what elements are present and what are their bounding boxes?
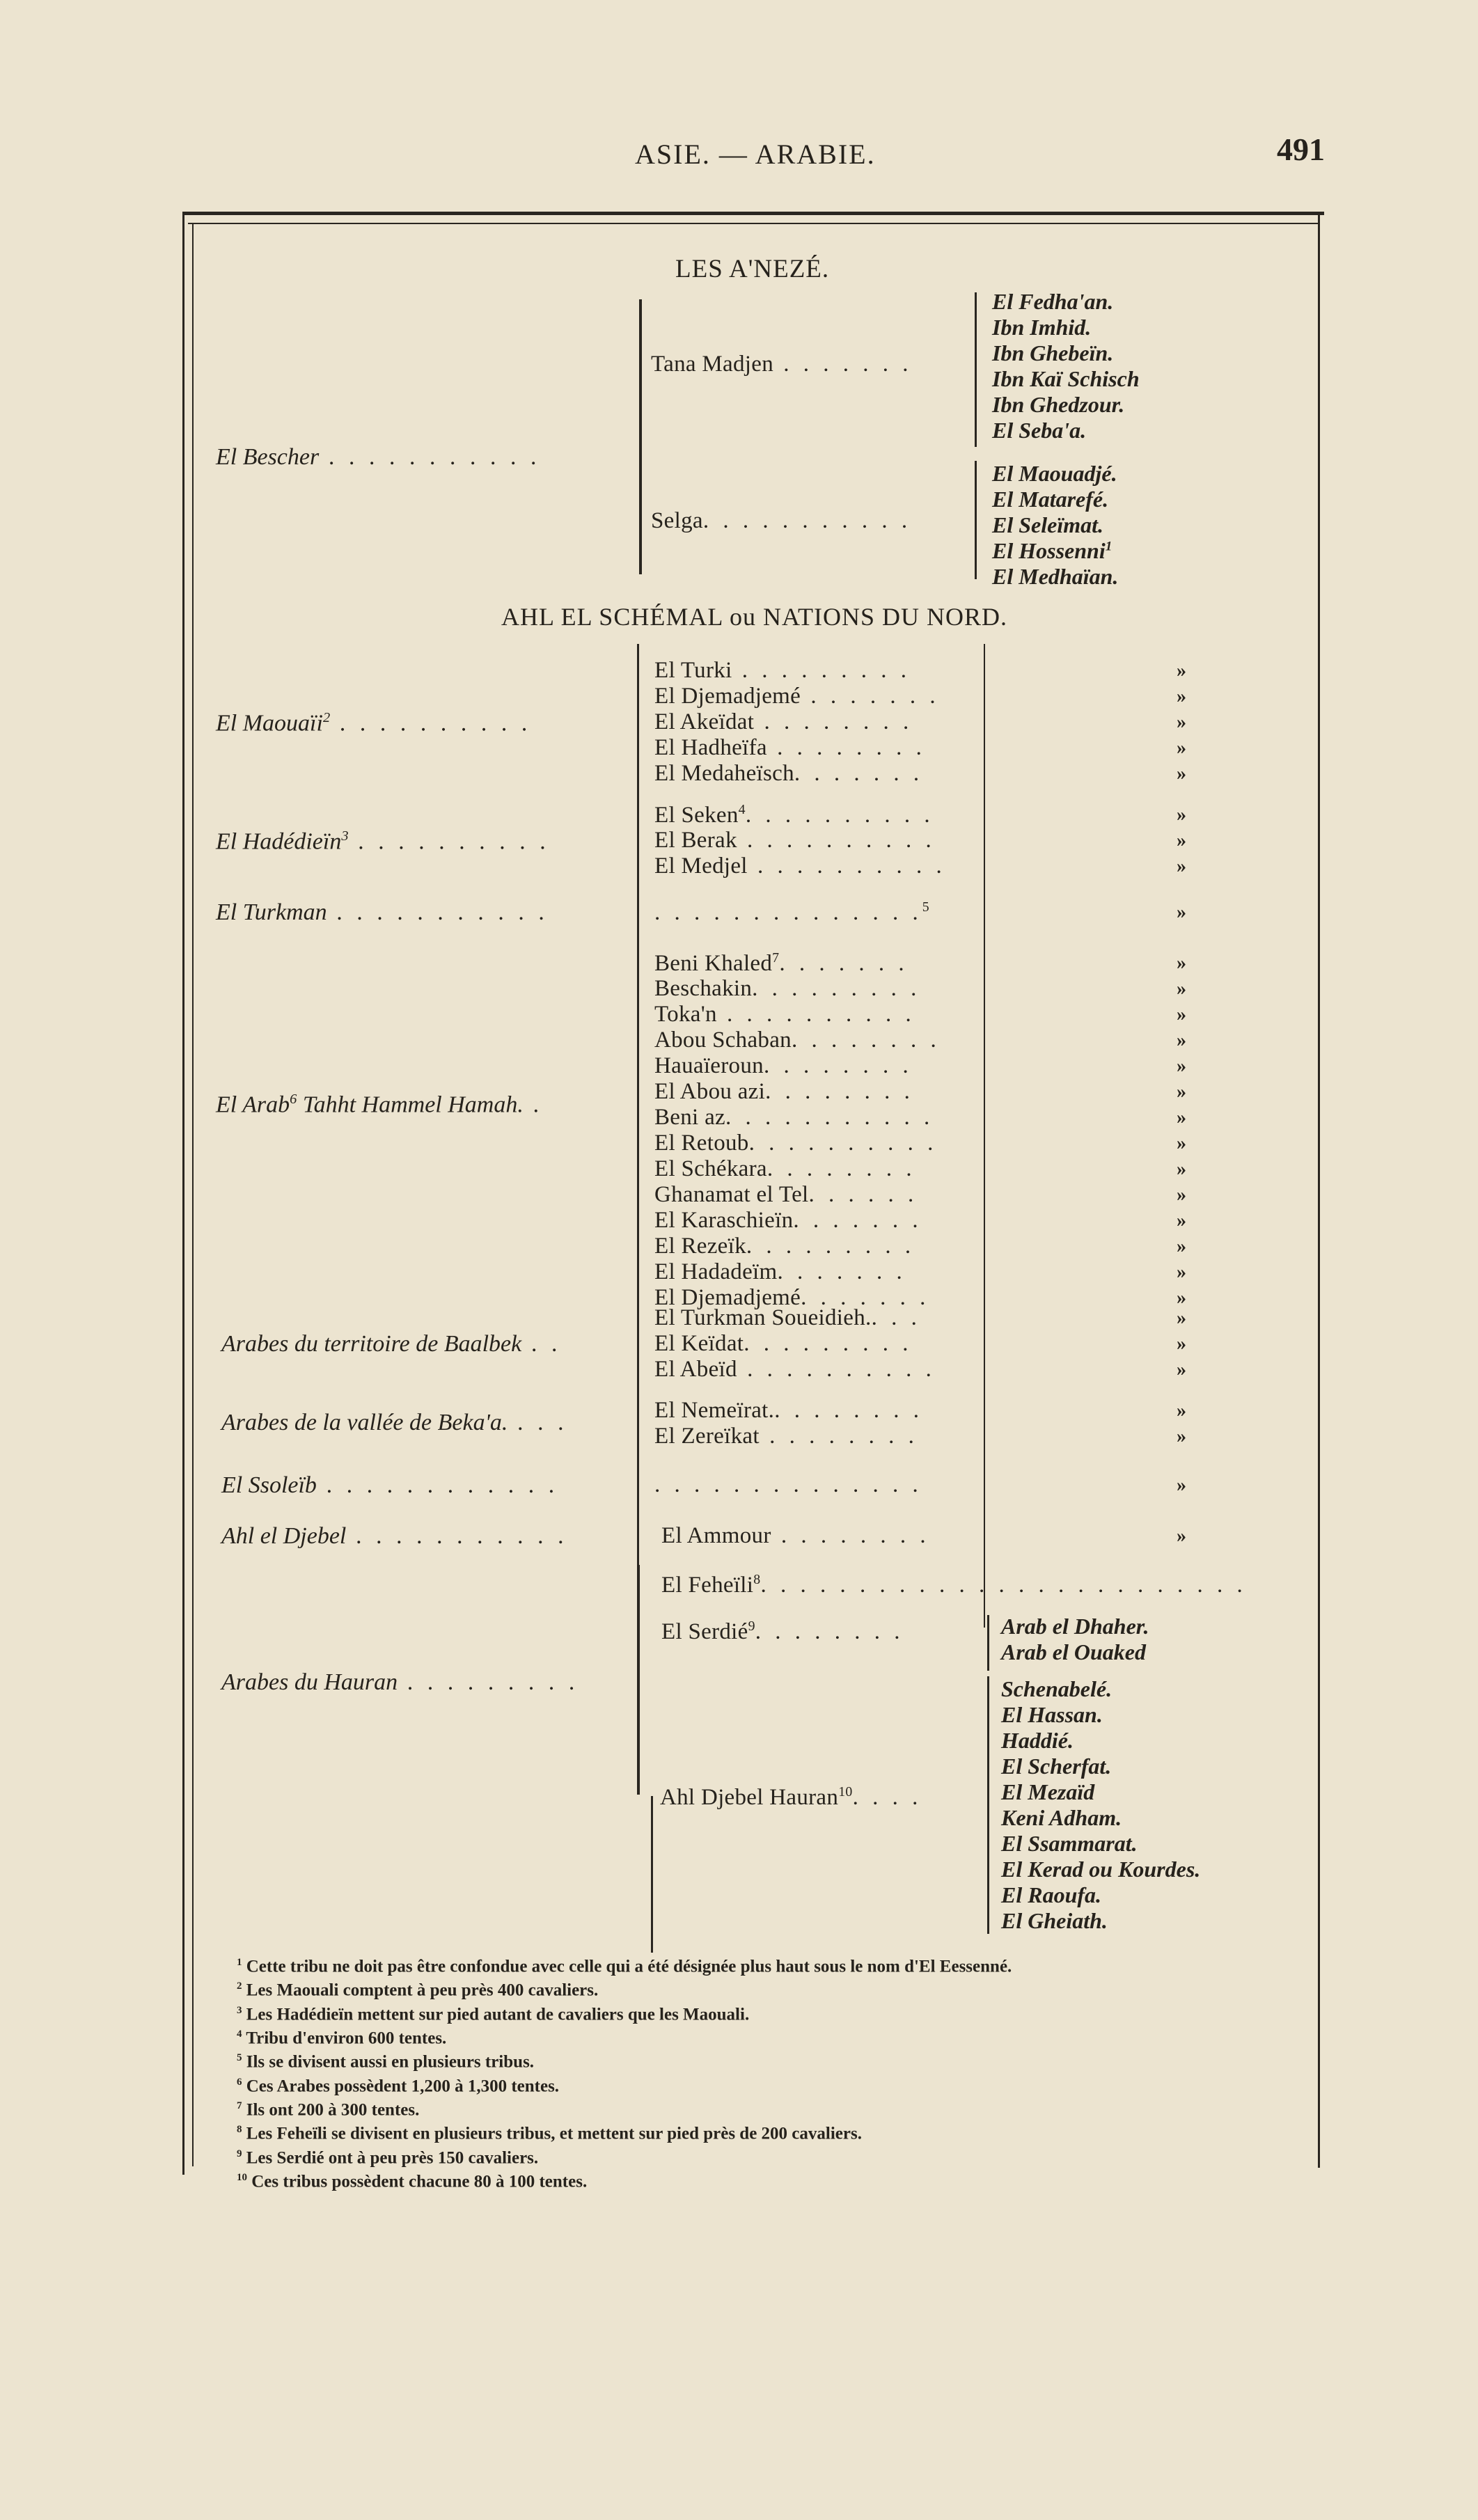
tana-item: Ibn Imhid.: [992, 315, 1092, 340]
tana-item: El Fedha'an.: [992, 289, 1114, 314]
sub-entry: El Djemadjemé . . . . . . .: [654, 684, 940, 709]
row-label: El Turkman . . . . . . . . . . .: [216, 899, 549, 925]
footnote: $^5$ Ils se divisent aussi en plusieurs tribus.: [237, 2052, 535, 2072]
left-rule-inner: [192, 224, 194, 2166]
sub-entry: El Schékara. . . . . . . .: [654, 1156, 916, 1181]
sub-entry: El Abeïd . . . . . . . . . .: [654, 1357, 936, 1382]
serdie-item: Arab el Ouaked: [1001, 1639, 1146, 1664]
mark: »: [1177, 1400, 1186, 1422]
mark: »: [1177, 1287, 1186, 1309]
running-head: ASIE. — ARABIE.: [635, 139, 876, 170]
serdie-brace: [987, 1615, 989, 1671]
selga-brace: [975, 461, 977, 579]
page-number: 491: [1277, 132, 1325, 167]
selga-item: El Hossenni$^1$: [992, 538, 1113, 563]
mark: »: [1177, 804, 1186, 826]
mark: »: [1177, 1307, 1186, 1329]
mark: »: [1177, 1525, 1186, 1547]
mark: »: [1177, 1133, 1186, 1154]
hauran-sub: El Serdié$^9$. . . . . . . .: [661, 1619, 904, 1644]
group-tana-madjen: Tana Madjen . . . . . . .: [651, 352, 913, 377]
sub-entry: Beni az. . . . . . . . . . .: [654, 1105, 934, 1130]
sub-entry: El Akeïdat . . . . . . . .: [654, 709, 913, 734]
hauran-sub: Ahl Djebel Hauran$^{10}$. . . .: [660, 1784, 922, 1810]
top-rule-inner: [188, 223, 1319, 224]
mark: »: [1177, 1261, 1186, 1283]
serdie-item: Arab el Dhaher.: [1001, 1614, 1149, 1639]
tana-madjen-brace: [975, 292, 977, 447]
footnote: $^8$ Les Feheïli se divisent en plusieurs tribus, et mettent sur pied près de 200 cavaliers.: [237, 2124, 862, 2143]
row-label: Arabes du territoire de Baalbek . .: [221, 1331, 563, 1357]
mark: »: [1177, 901, 1186, 923]
mark: »: [1177, 1333, 1186, 1355]
sub-entry: . . . . . . . . . . . . . .$^5$: [654, 899, 929, 925]
footnote: $^2$ Les Maouali comptent à peu près 400 cavaliers.: [237, 1980, 599, 2000]
selga-item: El Medhaïan.: [992, 564, 1119, 589]
djebel-item: El Scherfat.: [1001, 1754, 1112, 1779]
mark: »: [1177, 1158, 1186, 1180]
footnote: $^{10}$ Ces tribus possèdent chacune 80 à 100 tentes.: [237, 2171, 588, 2191]
hauran-label: Arabes du Hauran . . . . . . . . .: [221, 1669, 580, 1695]
mark: »: [1177, 1107, 1186, 1128]
sub-entry: El Rezeïk. . . . . . . . .: [654, 1234, 915, 1259]
mark: »: [1177, 1236, 1186, 1257]
ahl-title: AHL EL SCHÉMAL ou NATIONS DU NORD.: [501, 603, 1007, 631]
mark: »: [1177, 830, 1186, 851]
sub-entry: El Keïdat. . . . . . . . .: [654, 1331, 913, 1356]
tana-item: El Seba'a.: [992, 418, 1087, 443]
djebel-item: El Gheiath.: [1001, 1908, 1108, 1933]
mark: »: [1177, 1359, 1186, 1380]
group-selga: Selga. . . . . . . . . . .: [651, 508, 912, 533]
mark: »: [1177, 1184, 1186, 1206]
sub-entry: El Hadadeïm. . . . . . .: [654, 1259, 906, 1284]
anezé-main-brace: [639, 299, 642, 574]
sub-entry: El Djemadjemé. . . . . . .: [654, 1285, 930, 1310]
djebel-item: Schenabelé.: [1001, 1676, 1113, 1701]
footnote: $^7$ Ils ont 200 à 300 tentes.: [237, 2100, 420, 2120]
top-rule: [182, 212, 1324, 215]
hauran-tail-rule: [651, 1796, 653, 1953]
footnote: $^1$ Cette tribu ne doit pas être confondue avec celle qui a été désignée plus haut sous le nom d'El Eessenné.: [237, 1957, 1012, 1976]
anezé-title: LES A'NEZÉ.: [675, 255, 830, 283]
anezé-main-label: El Bescher . . . . . . . . . . .: [216, 444, 542, 470]
mark: »: [1177, 952, 1186, 974]
footnotes: [237, 1953, 1012, 2191]
sub-entry: El Nemeïrat.. . . . . . . .: [654, 1398, 923, 1423]
row-label: El Hadédieïn$^3$ . . . . . . . . . .: [216, 828, 551, 855]
mark: »: [1177, 1055, 1186, 1077]
mark: »: [1177, 763, 1186, 785]
right-rule: [1318, 212, 1320, 2168]
sub-entry: El Karaschieïn. . . . . . .: [654, 1208, 922, 1233]
row-label: El Arab$^6$ Tahht Hammel Hamah. .: [216, 1092, 544, 1118]
sub-entry: El Retoub. . . . . . . . . .: [654, 1131, 938, 1156]
djebel-item: El Mezaïd: [1001, 1779, 1095, 1804]
tana-item: Ibn Ghedzour.: [992, 392, 1125, 417]
mark: »: [1177, 686, 1186, 707]
selga-item: El Seleïmat.: [992, 512, 1103, 537]
ahl-right-rule: [984, 644, 985, 1591]
mark: »: [1177, 1426, 1186, 1447]
djebel-hauran-brace: [987, 1676, 989, 1934]
sub-entry: Abou Schaban. . . . . . . .: [654, 1027, 941, 1053]
tana-item: Ibn Kaï Schisch: [992, 366, 1140, 391]
sub-entry: Toka'n . . . . . . . . . .: [654, 1002, 915, 1027]
mark: »: [1177, 856, 1186, 877]
sub-entry: El Medaheïsch. . . . . . .: [654, 761, 924, 786]
sub-entry: Hauaïeroun. . . . . . . .: [654, 1053, 913, 1078]
mark: »: [1177, 1004, 1186, 1025]
sub-entry: Ghanamat el Tel. . . . . .: [654, 1182, 918, 1207]
ahl-center-rule: [637, 644, 639, 1629]
djebel-item: El Raoufa.: [1001, 1882, 1102, 1907]
footnote: $^6$ Ces Arabes possèdent 1,200 à 1,300 tentes.: [237, 2076, 560, 2095]
row-label: Arabes de la vallée de Beka'a. . . .: [221, 1410, 569, 1435]
mark: »: [1177, 1474, 1186, 1496]
sub-entry: El Medjel . . . . . . . . . .: [654, 853, 946, 879]
mark: »: [1177, 978, 1186, 1000]
hauran-sub: El Feheïli$^8$. . . . . . . . . . . . . . . . . . . . . . . . .: [661, 1572, 1247, 1598]
mark: »: [1177, 1030, 1186, 1051]
sub-entry: El Zereïkat . . . . . . . .: [654, 1424, 918, 1449]
sub-entry: El Berak . . . . . . . . . .: [654, 828, 936, 853]
djebel-item: Haddié.: [1001, 1728, 1074, 1753]
djebel-item: Keni Adham.: [1001, 1805, 1122, 1830]
hauran-brace: [637, 1565, 640, 1795]
footnote: $^3$ Les Hadédieïn mettent sur pied autant de cavaliers que les Maouali.: [237, 2004, 750, 2024]
footnote: $^4$ Tribu d'environ 600 tentes.: [237, 2028, 447, 2048]
sub-entry: El Turkman Soueidieh.. . .: [654, 1305, 921, 1330]
sub-entry: El Hadheïfa . . . . . . . .: [654, 735, 926, 760]
row-label: Ahl el Djebel . . . . . . . . . . .: [221, 1523, 569, 1549]
mark: »: [1177, 737, 1186, 759]
sub-entry: Beschakin. . . . . . . . .: [654, 976, 921, 1001]
sub-entry: El Turki . . . . . . . . .: [654, 658, 911, 683]
sub-entry: . . . . . . . . . . . . . .: [654, 1472, 922, 1497]
mark: »: [1177, 1081, 1186, 1103]
sub-entry: El Seken$^4$. . . . . . . . . .: [654, 802, 934, 828]
selga-item: El Maouadjé.: [992, 461, 1117, 486]
djebel-item: El Kerad ou Kourdes.: [1001, 1857, 1201, 1882]
mark: »: [1177, 1210, 1186, 1231]
sub-entry: El Ammour . . . . . . . .: [661, 1523, 930, 1548]
selga-item: El Matarefé.: [992, 487, 1109, 512]
row-label: El Maouaïi$^2$ . . . . . . . . . .: [216, 710, 533, 737]
djebel-item: El Ssammarat.: [1001, 1831, 1138, 1856]
mark: »: [1177, 711, 1186, 733]
djebel-item: El Hassan.: [1001, 1702, 1103, 1727]
footnote: $^9$ Les Serdié ont à peu près 150 cavaliers.: [237, 2148, 539, 2167]
sub-entry: El Abou azi. . . . . . . .: [654, 1079, 914, 1104]
tana-item: Ibn Ghebeïn.: [992, 340, 1114, 365]
left-rule: [182, 212, 184, 2175]
sub-entry: Beni Khaled$^7$. . . . . . .: [654, 950, 909, 976]
row-label: El Ssoleïb . . . . . . . . . . . .: [221, 1472, 559, 1498]
mark: »: [1177, 660, 1186, 682]
